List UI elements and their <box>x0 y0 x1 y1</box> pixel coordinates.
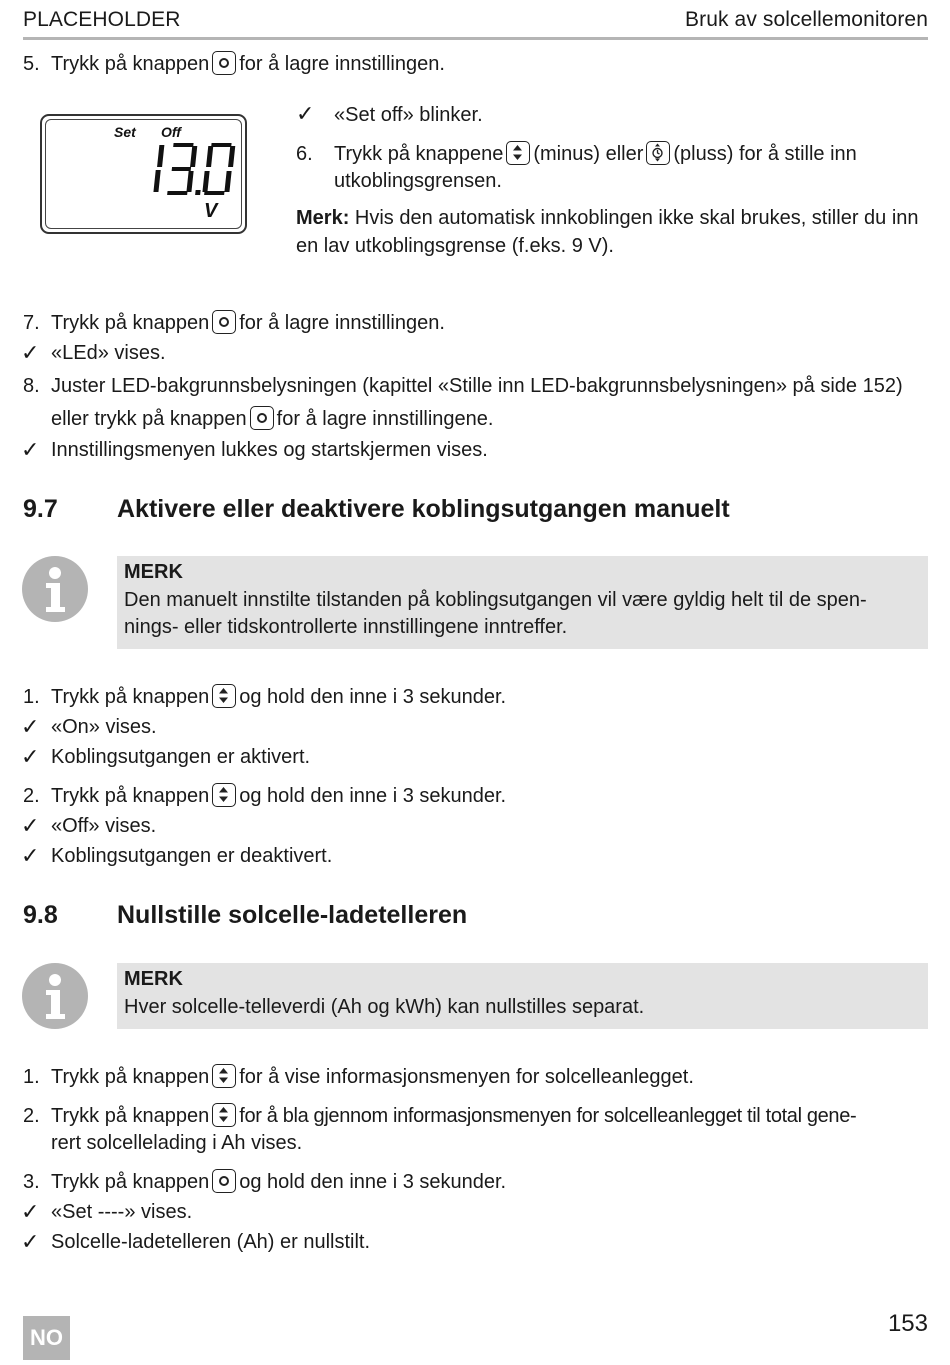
language-badge: NO <box>23 1316 70 1360</box>
info-icon <box>22 556 88 622</box>
step-text: og hold den inne i 3 sekunder. <box>239 686 507 708</box>
header-left: PLACEHOLDER <box>23 8 181 31</box>
check-text: «Set off» blinker. <box>334 104 483 126</box>
step-text: Trykk på knappene <box>334 143 504 165</box>
step-number: 6. <box>296 143 313 165</box>
note-box <box>117 556 928 649</box>
step-text: Trykk på knappen <box>51 686 210 708</box>
step-text: for å bla gjennom informasjonsmenyen for solcelleanlegget til total gene- <box>239 1105 857 1127</box>
lcd-unit: V <box>204 200 218 222</box>
step-text: for å lagre innstillingene. <box>276 408 494 430</box>
up-down-button-icon <box>212 684 236 708</box>
step-6-line-2: utkoblingsgrensen. <box>334 170 502 192</box>
step-text: Trykk på knappen <box>51 312 210 334</box>
checkmark-icon: ✓ <box>296 101 315 126</box>
step-text: for å lagre innstillingen. <box>239 53 445 75</box>
checkmark-icon: ✓ <box>21 340 40 365</box>
set-button-icon <box>212 1169 236 1193</box>
note-box <box>117 963 928 1029</box>
note-title: MERK <box>124 561 183 583</box>
up-down-button-icon <box>212 783 236 807</box>
step-text: eller trykk på knappen <box>51 408 247 430</box>
lcd-label-set: Set <box>114 124 136 140</box>
checkmark-icon: ✓ <box>21 813 40 838</box>
check-text: «Set ----» vises. <box>51 1201 193 1223</box>
merk-text: Hvis den automatisk innkoblingen ikke skal brukes, stiller du inn en lav utkoblingsgrense (f.eks. 9 V). <box>296 207 919 257</box>
merk-paragraph <box>296 204 921 260</box>
section-title: Nullstille solcelle-ladetelleren <box>117 901 468 929</box>
step-text: og hold den inne i 3 sekunder. <box>239 1171 507 1193</box>
step-text: Trykk på knappen <box>51 1105 210 1127</box>
checkmark-icon: ✓ <box>21 1199 40 1224</box>
step-6 <box>296 141 857 167</box>
up-down-button-icon <box>212 1103 236 1127</box>
section-number: 9.8 <box>23 901 58 929</box>
check-text: Koblingsutgangen er deaktivert. <box>51 845 333 867</box>
check-set-off <box>296 101 483 128</box>
note-title: MERK <box>124 968 183 990</box>
checkmark-icon: ✓ <box>21 843 40 868</box>
step-number: 2. <box>23 1105 40 1127</box>
lcd-display <box>40 114 247 234</box>
step-text: Trykk på knappen <box>51 53 210 75</box>
step-text: Trykk på knappen <box>51 1171 210 1193</box>
step-number: 5. <box>23 53 40 75</box>
step-text: (minus) eller <box>533 143 644 165</box>
step-number: 2. <box>23 785 40 807</box>
step-number: 3. <box>23 1171 40 1193</box>
set-button-icon <box>250 406 274 430</box>
check-text: Innstillingsmenyen lukkes og startskjermen vises. <box>51 439 488 461</box>
merk-label: Merk: <box>296 207 350 229</box>
check-text: Solcelle-ladetelleren (Ah) er nullstilt. <box>51 1231 371 1253</box>
step-number: 7. <box>23 312 40 334</box>
note-body: Hver solcelle-telleverdi (Ah og kWh) kan nullstilles separat. <box>124 996 645 1018</box>
check-text: «On» vises. <box>51 716 157 738</box>
check-text: «LEd» vises. <box>51 342 166 364</box>
note-body: Den manuelt innstilte tilstanden på koblingsutgangen vil være gyldig helt til de spen-nings- eller tidskontrollerte innstillingene inntreffer. <box>124 589 867 638</box>
checkmark-icon: ✓ <box>21 437 40 462</box>
step-text: Juster LED-bakgrunnsbelysningen (kapittel «Stille inn LED-bakgrunnsbelysningen» på side 152) <box>51 375 903 397</box>
step-text: Trykk på knappen <box>51 785 210 807</box>
up-down-button-icon <box>212 1064 236 1088</box>
step-text: for å lagre innstillingen. <box>239 312 445 334</box>
section-title: Aktivere eller deaktivere koblingsutgangen manuelt <box>117 495 730 523</box>
lcd-inner-frame <box>45 119 242 229</box>
checkmark-icon: ✓ <box>21 714 40 739</box>
header-right: Bruk av solcellemonitoren <box>685 8 928 31</box>
step-text: rert solcellelading i Ah vises. <box>51 1132 303 1154</box>
step-number: 8. <box>23 375 40 397</box>
page-number: 153 <box>887 1310 928 1337</box>
set-button-icon <box>212 310 236 334</box>
step-number: 1. <box>23 1066 40 1088</box>
lcd-label-off: Off <box>161 124 181 140</box>
header-rule <box>23 37 928 40</box>
info-icon <box>22 963 88 1029</box>
step-text: (pluss) for å stille inn <box>673 143 857 165</box>
step-number: 1. <box>23 686 40 708</box>
step-text: for å vise informasjonsmenyen for solcelleanlegget. <box>239 1066 694 1088</box>
up-down-button-icon <box>506 141 530 165</box>
checkmark-icon: ✓ <box>21 744 40 769</box>
checkmark-icon: ✓ <box>21 1229 40 1254</box>
section-number: 9.7 <box>23 495 58 523</box>
step-text: og hold den inne i 3 sekunder. <box>239 785 507 807</box>
check-text: «Off» vises. <box>51 815 157 837</box>
check-text: Koblingsutgangen er aktivert. <box>51 746 311 768</box>
plus-button-icon <box>646 141 670 165</box>
step-text: Trykk på knappen <box>51 1066 210 1088</box>
set-button-icon <box>212 51 236 75</box>
